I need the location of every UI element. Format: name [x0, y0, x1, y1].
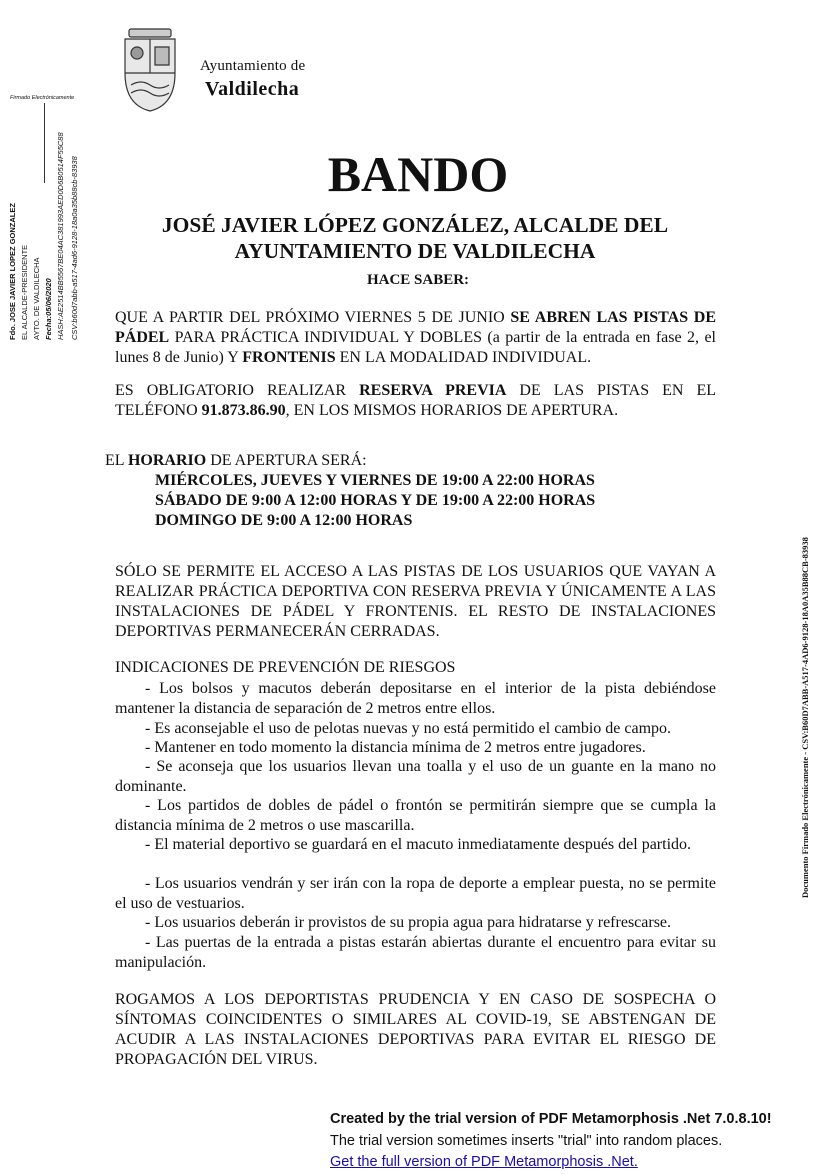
p2-phone: 91.873.86.90 — [201, 402, 286, 419]
org-name-line1: Ayuntamiento de — [200, 58, 306, 74]
hace-saber-heading: HACE SABER: — [366, 272, 470, 288]
prevencion-item: - Los bolsos y macutos deberán depositarse en el interior de la pista debiéndose mantener la distancia de separación de 2 metros entre ellos. — [115, 680, 716, 717]
prevencion-item: - El material deportivo se guardará en el macuto inmediatamente después del partido. — [145, 836, 692, 853]
prevencion-heading: INDICACIONES DE PREVENCIÓN DE RIESGOS — [115, 659, 456, 676]
p1-text3: EN LA MODALIDAD INDIVIDUAL. — [335, 349, 592, 366]
signer-org: AYTO. DE VALDILECHA — [32, 257, 41, 340]
coat-of-arms-logo — [115, 27, 185, 113]
document-subtitle — [115, 212, 715, 264]
p1-bold2: FRONTENIS — [242, 349, 336, 366]
p2-text3: , EN LOS MISMOS HORARIOS DE APERTURA. — [285, 402, 619, 419]
prevencion-item: - Las puertas de la entrada a pistas estarán abiertas durante el encuentro para evitar su manipulación. — [115, 934, 716, 971]
signature-date: Fecha:05/06/2020 — [44, 278, 53, 340]
paragraph-acceso: SÓLO SE PERMITE EL ACCESO A LAS PISTAS DE LOS USUARIOS QUE VAYAN A REALIZAR PRÁCTICA DEPORTIVA CON RESERVA PREVIA Y ÚNICAMENTE A LAS INSTALACIONES DE PÁDEL Y FRONTENIS. EL RESTO DE INSTALACIONES DEPORTIVAS PERMANECERÁN CERRADAS. — [115, 563, 716, 640]
p1-bold1: SE ABREN LAS PISTAS DE PÁDEL — [115, 309, 716, 346]
p2-text1: ES OBLIGATORIO REALIZAR — [115, 382, 360, 399]
prevencion-item: - Se aconseja que los usuarios llevan una toalla y el uso de un guante en la mano no dominante. — [115, 758, 716, 795]
signer-name: Fdo. JOSE JAVIER LOPEZ GONZALEZ — [8, 203, 17, 340]
horario-line-weekday: MIÉRCOLES, JUEVES Y VIERNES DE 19:00 A 22:00 HORAS — [155, 472, 595, 489]
subtitle-line1: JOSÉ JAVIER LÓPEZ GONZÁLEZ, ALCALDE DEL — [161, 213, 669, 237]
signature-hash: HASH:AE2514BB5567BE04AC381993AED0D6B0514F55C88 — [56, 132, 65, 340]
signer-role: EL ALCALDE-PRESIDENTE — [20, 244, 29, 340]
horario-line-saturday: SÁBADO DE 9:00 A 12:00 HORAS Y DE 19:00 A 22:00 HORAS — [155, 492, 596, 509]
p2-bold1: RESERVA PREVIA — [359, 382, 507, 399]
trial-notice-text: The trial version sometimes inserts "trial" into random places. — [330, 1133, 723, 1149]
horario-text1: EL — [105, 452, 128, 469]
prevencion-item: - Mantener en todo momento la distancia mínima de 2 metros entre jugadores. — [145, 739, 646, 756]
signature-label: Firmado Electrónicamente — [10, 95, 75, 101]
right-margin-csv: Documento Firmado Electrónicamente - CSV:B60D7ABB-A517-4AD6-9128-18A0A35B88CB-83938 — [800, 537, 810, 898]
org-name-line2: Valdilecha — [205, 78, 300, 100]
prevencion-item: - Los usuarios deberán ir provistos de su propia agua para hidratarse y refrescarse. — [145, 914, 672, 931]
paragraph-rogamos: ROGAMOS A LOS DEPORTISTAS PRUDENCIA Y EN CASO DE SOSPECHA O SÍNTOMAS COINCIDENTES O SIMILARES AL COVID-19, SE ABSTENGAN DE ACUDIR A LAS INSTALACIONES DEPORTIVAS PARA EVITAR EL RIESGO DE PROPAGACIÓN DEL VIRUS. — [115, 991, 716, 1068]
subtitle-line2: AYUNTAMIENTO DE VALDILECHA — [234, 239, 596, 263]
prevencion-item: - Los partidos de dobles de pádel o frontón se permitirán siempre que se cumpla la distancia mínima de 2 metros o use mascarilla. — [115, 797, 716, 834]
p1-text2: PARA PRÁCTICA INDIVIDUAL Y DOBLES (a partir de la entrada en fase 2, el lunes 8 de Junio) Y — [115, 329, 716, 366]
horario-bold: HORARIO — [127, 452, 207, 469]
p1-text1: QUE A PARTIR DEL PRÓXIMO VIERNES 5 DE JUNIO — [115, 309, 511, 326]
p2-text2: DE LAS PISTAS EN EL TELÉFONO — [115, 382, 717, 419]
horario-text2: DE APERTURA SERÁ: — [206, 452, 367, 469]
document-title: BANDO — [327, 146, 509, 202]
prevencion-item: - Los usuarios vendrán y ser irán con la ropa de deporte a emplear puesta, no se permite el uso de vestuarios. — [115, 875, 716, 912]
horario-line-sunday: DOMINGO DE 9:00 A 12:00 HORAS — [155, 512, 413, 529]
prevencion-item: - Es aconsejable el uso de pelotas nuevas y no está permitido el cambio de campo. — [145, 720, 672, 737]
paragraph-apertura — [115, 308, 716, 368]
horario-intro — [105, 452, 367, 470]
trial-full-version-link[interactable]: Get the full version of PDF Metamorphosis .Net. — [330, 1154, 638, 1170]
signature-csv: CSV:b60d7abb-a517-4ad6-9128-18a0a35b88cb-83938 — [70, 156, 79, 340]
paragraph-reserva — [115, 381, 716, 421]
trial-notice-title: Created by the trial version of PDF Metamorphosis .Net 7.0.8.10! — [330, 1111, 772, 1127]
